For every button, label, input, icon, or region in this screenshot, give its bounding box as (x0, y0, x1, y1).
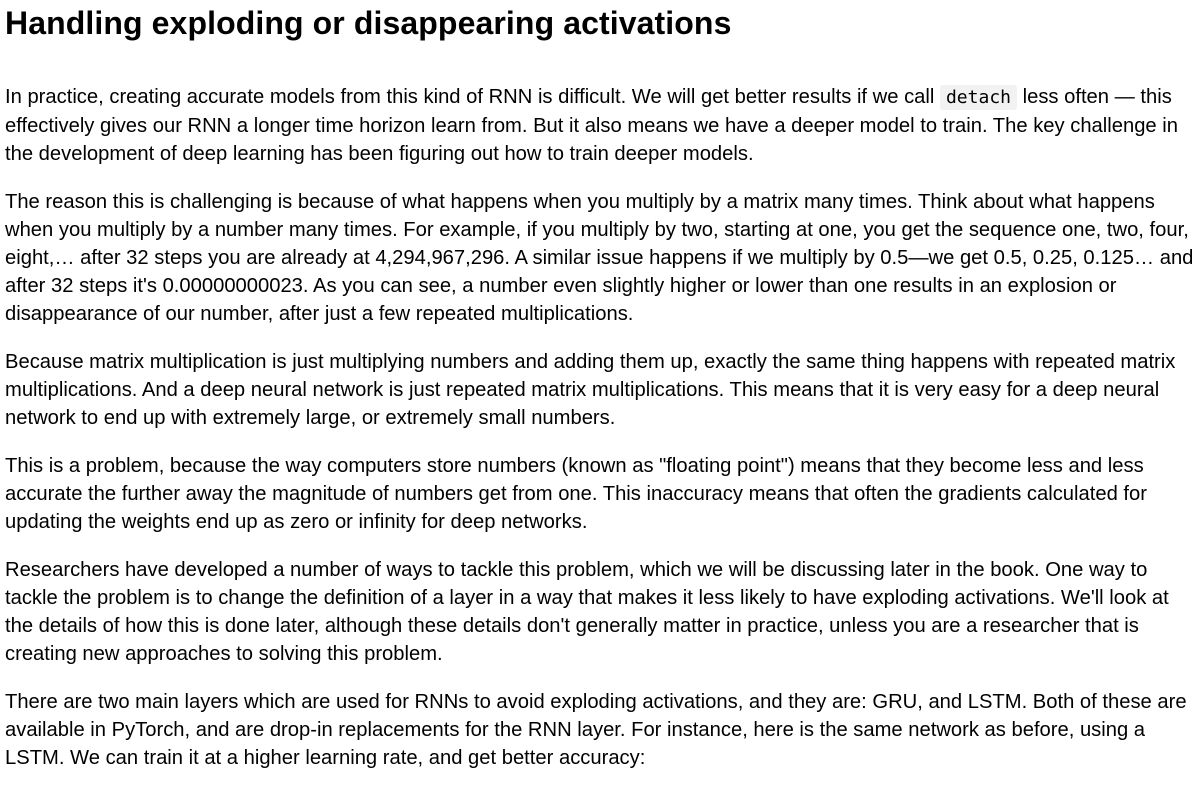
paragraph-6: There are two main layers which are used for RNNs to avoid exploding activations, and they are: GRU, and LSTM. Both of these are available in PyTorch, and are drop-in replacements for the RNN layer. For instance, here is the same network as before, using a LSTM. We can train it at a higher learning rate, and get better accuracy: (5, 691, 1187, 769)
paragraph-2: The reason this is challenging is because of what happens when you multiply by a matrix many times. Think about what happens when you multiply by a number many times. For example, if you multiply by two, starting at one, you get the sequence one, two, four, eight,… after 32 steps you are already at 4,294,967,296. A similar issue happens if we multiply by 0.5—we get 0.5, 0.25, 0.125… and after 32 steps it's 0.00000000023. As you can see, a number even slightly higher or lower than one results in an explosion or disappearance of our number, after just a few repeated multiplications. (5, 191, 1194, 325)
paragraph-1-text-after: less often — this effectively gives our RNN a longer time horizon learn from. But it also means we have a deeper model to train. The key challenge in the development of deep learning has been figuring out how to train deeper models. (5, 86, 1178, 165)
paragraph-5: Researchers have developed a number of ways to tackle this problem, which we will be discussing later in the book. One way to tackle the problem is to change the definition of a layer in a way that makes it less likely to have exploding activations. We'll look at the details of how this is done later, although these details don't generally matter in practice, unless you are a researcher that is creating new approaches to solving this problem. (5, 559, 1169, 665)
inline-code-detach: detach (940, 85, 1017, 110)
section-heading: Handling exploding or disappearing activations (5, 5, 732, 41)
paragraph-1-text-before: In practice, creating accurate models from this kind of RNN is difficult. We will get better results if we call (5, 86, 940, 108)
paragraph-4: This is a problem, because the way computers store numbers (known as "floating point") means that they become less and less accurate the further away the magnitude of numbers get from one. This inaccuracy means that often the gradients calculated for updating the weights end up as zero or infinity for deep networks. (5, 455, 1147, 533)
paragraph-3: Because matrix multiplication is just multiplying numbers and adding them up, exactly the same thing happens with repeated matrix multiplications. And a deep neural network is just repeated matrix multiplications. This means that it is very easy for a deep neural network to end up with extremely large, or extremely small numbers. (5, 351, 1176, 429)
paragraph-1 (5, 83, 1194, 168)
